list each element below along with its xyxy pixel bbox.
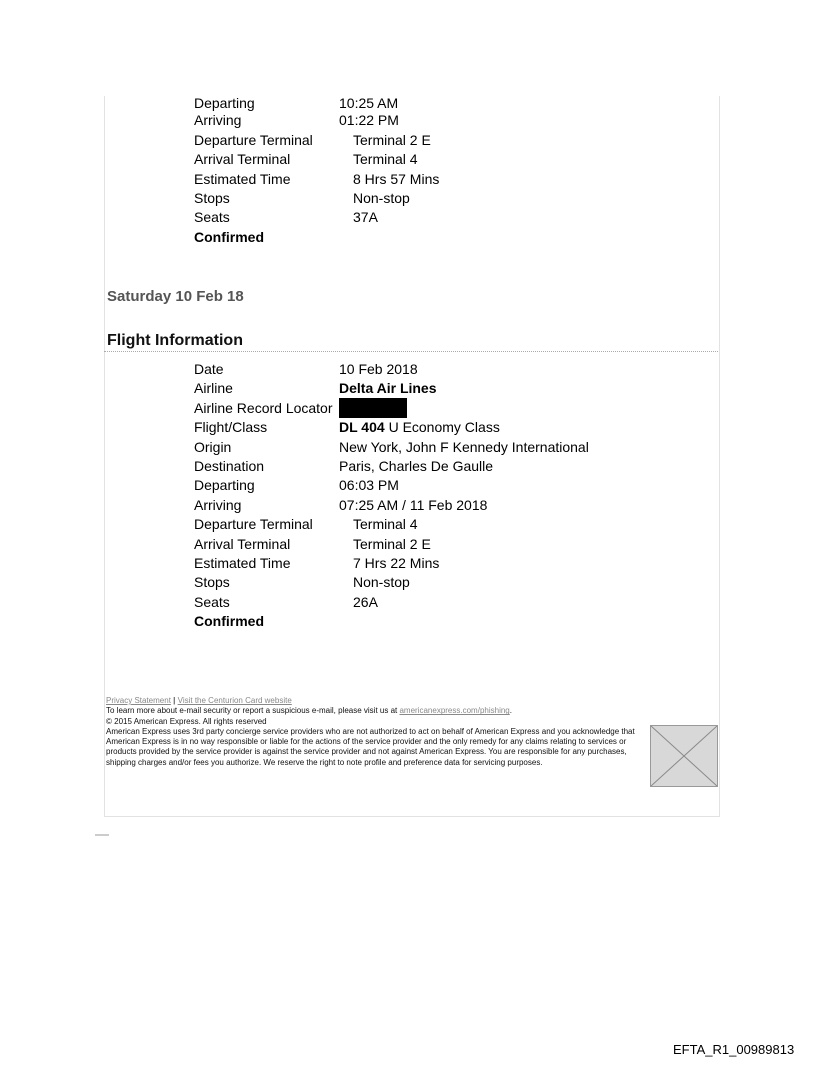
document-id: EFTA_R1_00989813: [673, 1042, 795, 1057]
centurion-card-link[interactable]: Visit the Centurion Card website: [177, 696, 292, 705]
detail-label: Arriving: [194, 112, 242, 129]
stray-mark: [95, 830, 109, 838]
status-row: [194, 228, 674, 247]
detail-value: New York, John F Kennedy International: [339, 438, 589, 455]
detail-value: Non-stop: [353, 574, 410, 591]
section-title: Flight Information: [107, 332, 243, 349]
section-divider: [104, 351, 718, 352]
flight-class-value: [339, 418, 500, 437]
detail-row: [194, 360, 674, 379]
detail-label: Destination: [194, 457, 265, 474]
copyright: © 2015 American Express. All rights reserved: [106, 716, 267, 726]
detail-value: 7 Hrs 22 Mins: [353, 554, 440, 571]
booking-status: Confirmed: [194, 228, 264, 245]
footer-links: [106, 696, 651, 706]
detail-value: 10 Feb 2018: [339, 361, 418, 377]
detail-row: [194, 170, 674, 189]
detail-value: 01:22 PM: [339, 112, 399, 129]
detail-label: Departing: [194, 95, 255, 111]
detail-row: [194, 438, 674, 457]
privacy-statement-link[interactable]: Privacy Statement: [106, 696, 171, 705]
detail-row: [194, 208, 674, 227]
airline-name: Delta Air Lines: [339, 380, 437, 397]
detail-label: Date: [194, 361, 224, 377]
detail-label: Airline: [194, 380, 233, 397]
security-text: To learn more about e-mail security or report a suspicious e-mail, please visit us at: [106, 706, 398, 716]
detail-value: 06:03 PM: [339, 477, 399, 494]
detail-label: Estimated Time: [194, 170, 291, 187]
detail-row: [194, 515, 674, 534]
phishing-link[interactable]: americanexpress.com/phishing: [399, 706, 510, 716]
detail-value: 10:25 AM: [339, 95, 399, 111]
detail-label: Airline Record Locator: [194, 399, 333, 416]
detail-label: Origin: [194, 438, 232, 455]
detail-row: [194, 476, 674, 495]
detail-label: Flight/Class: [194, 419, 268, 436]
detail-value: 26A: [353, 593, 378, 610]
disclaimer: American Express uses 3rd party concierge service providers who are not authorized to act on behalf of American Express and you acknowledge that American Express is in no way responsible or liable for the actions of the service provider and the only remedy for any claims relating to services or products provided by the service provider is against the service provider and not against American Express. You are responsible for any purchases, shipping charges and/or fees you authorize. We reserve the right to note profile and preference data for servicing purposes.: [106, 726, 635, 767]
flight-class: U Economy Class: [388, 419, 500, 436]
detail-value: Paris, Charles De Gaulle: [339, 457, 494, 474]
detail-row: [194, 131, 674, 150]
detail-value: 37A: [353, 209, 378, 226]
detail-value: Terminal 4: [353, 516, 418, 533]
detail-label: Departure Terminal: [194, 131, 313, 148]
broken-image-icon: [650, 725, 718, 787]
detail-row: [194, 418, 674, 437]
security-notice: [106, 706, 651, 716]
day-heading: Saturday 10 Feb 18: [107, 288, 244, 305]
detail-row: [194, 189, 674, 208]
detail-value: 07:25 AM / 11 Feb 2018: [339, 496, 488, 513]
detail-value: 8 Hrs 57 Mins: [353, 170, 440, 187]
first-flight-details: [194, 94, 674, 247]
detail-row: [194, 457, 674, 476]
detail-row: [194, 496, 674, 515]
detail-label: Departure Terminal: [194, 516, 313, 533]
detail-value: Terminal 2 E: [353, 535, 431, 552]
detail-row: [194, 554, 674, 573]
second-flight-details: [194, 360, 674, 631]
detail-label: Departing: [194, 477, 255, 494]
detail-value: Terminal 2 E: [353, 131, 431, 148]
detail-value: Non-stop: [353, 189, 410, 206]
detail-row: [194, 535, 674, 554]
booking-status: Confirmed: [194, 613, 264, 630]
detail-label: Arrival Terminal: [194, 535, 291, 552]
detail-label: Arrival Terminal: [194, 151, 291, 168]
detail-label: Arriving: [194, 496, 242, 513]
email-footer: [106, 696, 651, 768]
detail-row: [194, 111, 674, 130]
flight-number: DL 404: [339, 419, 385, 436]
redacted-record-locator: [339, 399, 407, 418]
detail-label: Seats: [194, 593, 230, 610]
detail-row: [194, 573, 674, 592]
detail-label: Stops: [194, 189, 230, 206]
detail-label: Seats: [194, 209, 230, 226]
detail-label: Stops: [194, 574, 230, 591]
detail-label: Estimated Time: [194, 554, 291, 571]
link-separator: |: [173, 696, 176, 705]
detail-value: Terminal 4: [353, 151, 418, 168]
detail-row: [194, 150, 674, 169]
period: .: [509, 706, 512, 716]
detail-row: [194, 399, 674, 418]
detail-row: [194, 379, 674, 398]
status-row: [194, 612, 674, 631]
detail-row: [194, 593, 674, 612]
